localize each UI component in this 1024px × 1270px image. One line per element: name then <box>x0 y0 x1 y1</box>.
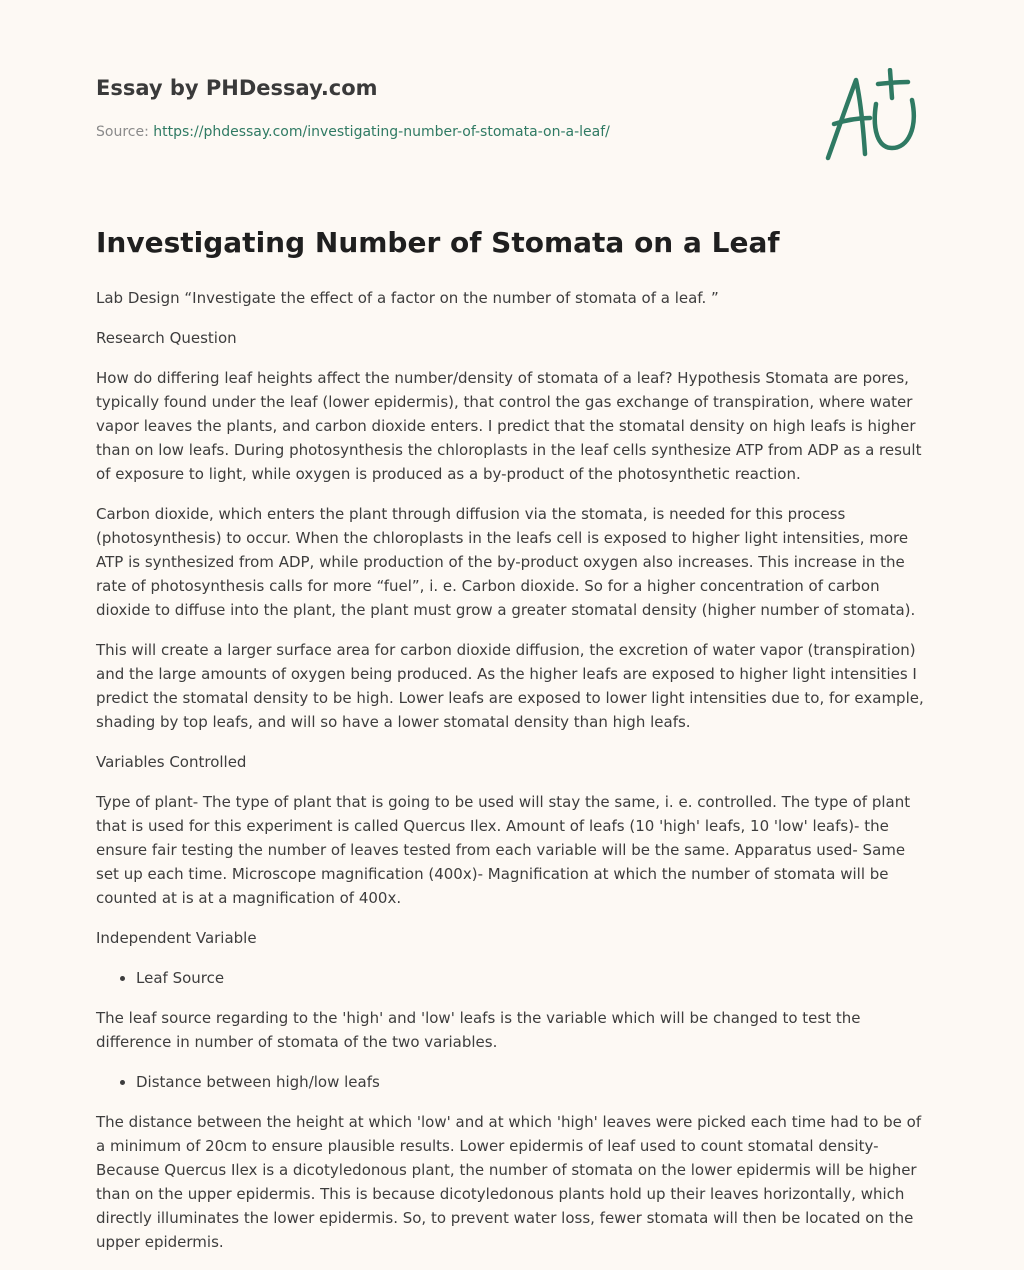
controlled-variables-paragraph: Type of plant- The type of plant that is going to be used will stay the same, i. e. controlled. The type of plant that is used for this experiment is called Quercus Ilex. Amount of leafs (10 'high' leafs, 10 'low' leafs)- the ensure fair testing the number of leaves tested from each variable will be the same. Apparatus used- Same set up each time. Microscope magnification (400x)- Magnification at which the number of stomata will be counted at is at a magnification of 400x. <box>96 793 911 907</box>
research-question-heading: Research Question <box>96 329 237 347</box>
source-label: Source: <box>96 124 154 140</box>
a-plus-logo-icon <box>822 68 928 164</box>
distance-list <box>96 1070 932 1094</box>
list-item: • Leaf Source <box>136 966 932 990</box>
surface-area-paragraph: This will create a larger surface area for carbon dioxide diffusion, the excretion of water vapor (transpiration) and the large amounts of oxygen being produced. As the higher leafs are exposed to higher light intensities I predict the stomatal density to be high. Lower leafs are exposed to lower light intensities due to, for example, shading by top leafs, and will so have a lower stomatal density than high leafs. <box>96 641 924 731</box>
brand-title: Essay by PHDessay.com <box>96 76 378 100</box>
lab-design-paragraph: Lab Design “Investigate the effect of a factor on the number of stomata of a leaf. ” <box>96 289 719 307</box>
list-item: • Distance between high/low leafs <box>136 1070 932 1094</box>
source-link[interactable]: https://phdessay.com/investigating-number-of-stomata-on-a-leaf/ <box>153 124 610 140</box>
carbon-dioxide-paragraph: Carbon dioxide, which enters the plant through diffusion via the stomata, is needed for this process (photosynthesis) to occur. When the chloroplasts in the leafs cell is exposed to higher light intensities, more ATP is synthesized from ADP, while production of the by-product oxygen also increases. This increase in the rate of photosynthesis calls for more “fuel”, i. e. Carbon dioxide. So for a higher concentration of carbon dioxide to diffuse into the plant, the plant must grow a greater stomatal density (higher number of stomata). <box>96 505 916 619</box>
leaf-source-paragraph: The leaf source regarding to the 'high' and 'low' leafs is the variable which will be changed to test the difference in number of stomata of the two variables. <box>96 1009 861 1051</box>
distance-paragraph: The distance between the height at which 'low' and at which 'high' leaves were picked each time had to be of a minimum of 20cm to ensure plausible results. Lower epidermis of leaf used to count stomatal density- Because Quercus Ilex is a dicotyledonous plant, the number of stomata on the lower epidermis will be higher than on the upper epidermis. This is because dicotyledonous plants hold up their leaves horizontally, which directly illuminates the lower epidermis. So, to prevent water loss, fewer stomata will then be located on the upper epidermis. <box>96 1113 922 1251</box>
essay-body <box>96 286 932 1270</box>
independent-variable-list <box>96 966 932 990</box>
variables-controlled-heading: Variables Controlled <box>96 753 247 771</box>
hypothesis-paragraph: How do differing leaf heights affect the number/density of stomata of a leaf? Hypothesis Stomata are pores, typically found under the leaf (lower epidermis), that control the gas exchange of transpiration, where water vapor leaves the plants, and carbon dioxide enters. I predict that the stomatal density on high leafs is higher than on low leafs. During photosynthesis the chloroplasts in the leaf cells synthesize ATP from ADP as a result of exposure to light, while oxygen is produced as a by-product of the photosynthetic reaction. <box>96 369 922 483</box>
independent-variable-heading: Independent Variable <box>96 929 257 947</box>
essay-title: Investigating Number of Stomata on a Leaf <box>96 226 780 259</box>
source-line <box>96 124 610 140</box>
